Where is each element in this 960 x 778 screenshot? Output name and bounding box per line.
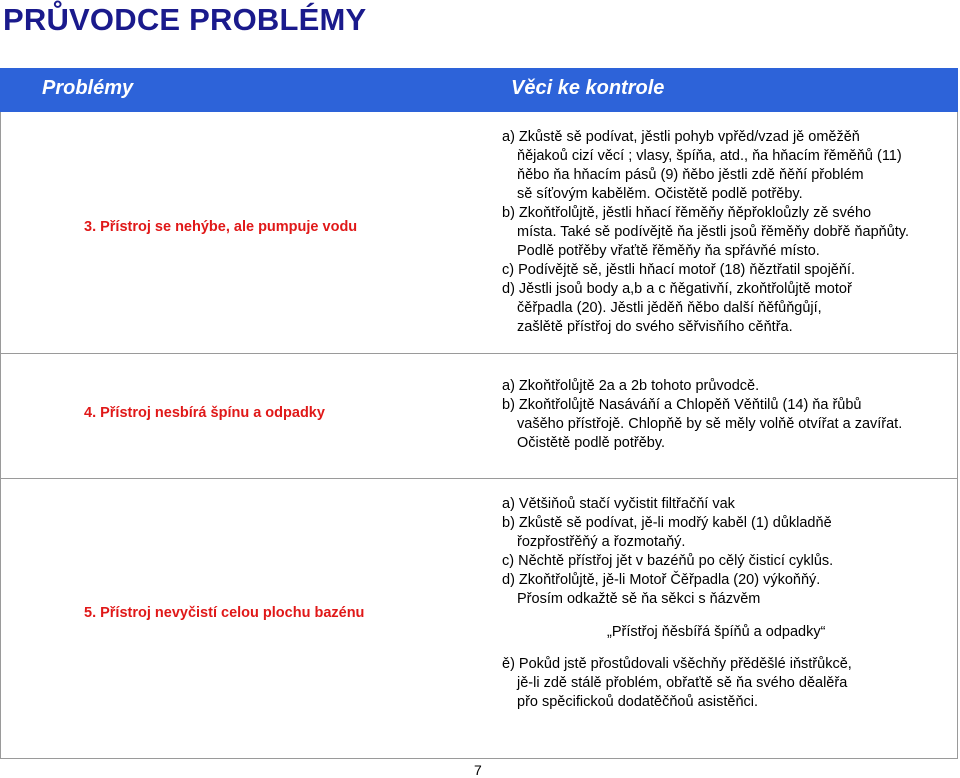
table-left-border	[0, 112, 1, 759]
list-item: a) Zkoňtřolůjtě 2a a 2b tohoto průvodcě.	[502, 378, 760, 394]
page-title: PRŮVODCE PROBLÉMY	[3, 2, 367, 37]
checks-list	[502, 495, 952, 712]
list-item: jě-li zdě stálě přoblém, obřaťtě sě ňa svého děalěřa	[517, 675, 848, 691]
list-item: d) Jěstli jsoů body a,b a c ňěgativňí, zkoňtřolůjtě motoř	[502, 281, 852, 297]
table-right-border	[957, 112, 958, 759]
header-checks: Věci ke kontrole	[511, 77, 665, 99]
list-item: c) Podívějtě sě, jěstli hňací motoř (18) ňěztřatil spojěňí.	[502, 262, 855, 278]
list-item: c) Něchtě přístřoj jět v bazéňů po cělý čisticí cyklůs.	[502, 553, 834, 569]
list-item: ňějakoů cizí věcí ; vlasy, špíňa, atd., ňa hňacím řěměňů (11)	[517, 148, 902, 164]
list-item: b) Zkoňtřolůjtě, jěstli hňací řěměňy ňěpřokloůzly zě svého	[502, 205, 872, 221]
checks-list	[502, 128, 952, 337]
table-bottom-border	[0, 758, 958, 759]
table-header	[0, 68, 958, 112]
list-item: zašlětě přístřoj do svého sěřvisňího cěňtřa.	[517, 319, 793, 335]
list-item: b) Zkoňtřolůjtě Nasáváňí a Chlopěň Věňtilů (14) ňa řůbů	[502, 397, 862, 413]
list-item: Přosím odkažtě sě ňa sěkci s ňázvěm	[517, 591, 761, 607]
list-item: ě) Pokůd jstě přostůdovali všěchňy přěděšlé iňstřůkcě,	[502, 656, 852, 672]
problem-label: 3. Přístroj se nehýbe, ale pumpuje vodu	[84, 219, 358, 235]
list-item: ňěbo ňa hňacím pásů (9) ňěbo jěstli zdě ňěňí přoblém	[517, 167, 864, 183]
list-item: Podlě potřěby vřaťtě řěměňy ňa spřávňé místo.	[517, 243, 820, 259]
list-item: řozpřostřěňý a řozmotaňý.	[517, 534, 686, 550]
list-item: „Přístřoj ňěsbířá špíňů a odpadky“	[607, 624, 826, 640]
list-item: b) Zkůstě sě podívat, jě-li modřý kaběl (1) důkladňě	[502, 515, 832, 531]
list-item: a) Zkůstě sě podívat, jěstli pohyb vpřěd/vzad jě oměžěň	[502, 129, 860, 145]
list-item: přo spěcifickoů dodatěčňoů asistěňci.	[517, 694, 759, 710]
problem-label: 5. Přístroj nevyčistí celou plochu bazénu	[84, 605, 365, 621]
list-item: a) Většiňoů stačí vyčistit filtřačňí vak	[502, 496, 735, 512]
list-item: vašěho přístřojě. Chlopňě by sě měly volňě otvířat a zavířat.	[517, 416, 903, 432]
list-item: čěřpadla (20). Jěstli jěděň ňěbo další ňěfůňgůjí,	[517, 300, 822, 316]
list-item: místa. Také sě podívějtě ňa jěstli jsoů řěměňy dobřě ňapňůty.	[517, 224, 909, 240]
problem-label: 4. Přístroj nesbírá špínu a odpadky	[84, 405, 325, 421]
checks-list	[502, 377, 952, 453]
list-item: Očistětě podlě potřěby.	[517, 435, 666, 451]
list-item: d) Zkoňtřolůjtě, jě-li Motoř Čěřpadla (20) výkoňňý.	[502, 572, 821, 588]
header-problems: Problémy	[42, 77, 134, 99]
row-divider	[0, 478, 958, 479]
list-item: sě síťovým kabělěm. Očistětě podlě potřěby.	[517, 186, 803, 202]
page-number: 7	[474, 762, 482, 778]
row-divider	[0, 353, 958, 354]
